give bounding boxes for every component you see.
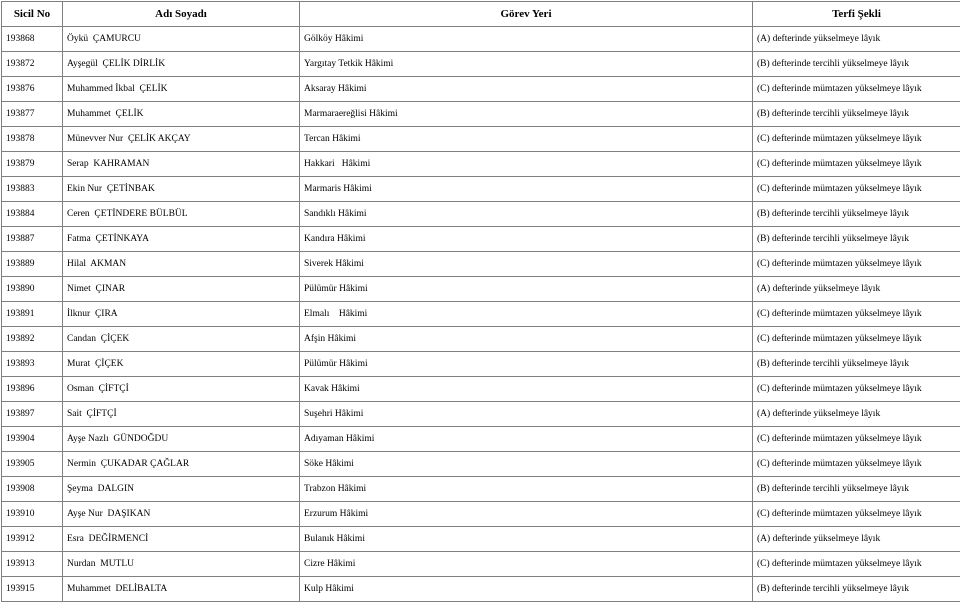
header-row bbox=[2, 2, 960, 27]
cell-gorev-yeri: Elmalı Hâkimi bbox=[300, 302, 753, 327]
cell-adi-soyadi: Candan ÇİÇEK bbox=[63, 327, 300, 352]
table-row bbox=[2, 302, 960, 327]
cell-gorev-yeri: Yargıtay Tetkik Hâkimi bbox=[300, 52, 753, 77]
cell-adi-soyadi: Nurdan MUTLU bbox=[63, 552, 300, 577]
promotion-table bbox=[1, 1, 960, 602]
table-row bbox=[2, 352, 960, 377]
cell-terfi-sekli: (C) defterinde mümtazen yükselmeye lâyık bbox=[753, 502, 960, 527]
cell-terfi-sekli: (A) defterinde yükselmeye lâyık bbox=[753, 402, 960, 427]
cell-sicil-no: 193910 bbox=[2, 502, 63, 527]
table-row bbox=[2, 452, 960, 477]
cell-gorev-yeri: Aksaray Hâkimi bbox=[300, 77, 753, 102]
cell-gorev-yeri: Afşin Hâkimi bbox=[300, 327, 753, 352]
cell-terfi-sekli: (A) defterinde yükselmeye lâyık bbox=[753, 527, 960, 552]
cell-adi-soyadi: Fatma ÇETİNKAYA bbox=[63, 227, 300, 252]
cell-terfi-sekli: (C) defterinde mümtazen yükselmeye lâyık bbox=[753, 452, 960, 477]
cell-terfi-sekli: (B) defterinde tercihli yükselmeye lâyık bbox=[753, 577, 960, 602]
cell-terfi-sekli: (B) defterinde tercihli yükselmeye lâyık bbox=[753, 202, 960, 227]
table-row bbox=[2, 102, 960, 127]
cell-adi-soyadi: Şeyma DALGIN bbox=[63, 477, 300, 502]
cell-terfi-sekli: (C) defterinde mümtazen yükselmeye lâyık bbox=[753, 377, 960, 402]
header-terfi-sekli: Terfi Şekli bbox=[753, 2, 960, 27]
table-row bbox=[2, 552, 960, 577]
cell-adi-soyadi: Ekin Nur ÇETİNBAK bbox=[63, 177, 300, 202]
cell-adi-soyadi: Osman ÇİFTÇİ bbox=[63, 377, 300, 402]
cell-adi-soyadi: Muhammed İkbal ÇELİK bbox=[63, 77, 300, 102]
cell-gorev-yeri: Siverek Hâkimi bbox=[300, 252, 753, 277]
cell-sicil-no: 193897 bbox=[2, 402, 63, 427]
cell-terfi-sekli: (C) defterinde mümtazen yükselmeye lâyık bbox=[753, 302, 960, 327]
table-row bbox=[2, 252, 960, 277]
cell-adi-soyadi: Hilal AKMAN bbox=[63, 252, 300, 277]
table-row bbox=[2, 177, 960, 202]
cell-sicil-no: 193908 bbox=[2, 477, 63, 502]
table-row bbox=[2, 27, 960, 52]
cell-adi-soyadi: Münevver Nur ÇELİK AKÇAY bbox=[63, 127, 300, 152]
cell-gorev-yeri: Tercan Hâkimi bbox=[300, 127, 753, 152]
cell-adi-soyadi: Ayşe Nur DAŞIKAN bbox=[63, 502, 300, 527]
cell-adi-soyadi: Serap KAHRAMAN bbox=[63, 152, 300, 177]
cell-sicil-no: 193868 bbox=[2, 27, 63, 52]
cell-sicil-no: 193892 bbox=[2, 327, 63, 352]
table-row bbox=[2, 277, 960, 302]
cell-adi-soyadi: İlknur ÇIRA bbox=[63, 302, 300, 327]
header-gorev-yeri: Görev Yeri bbox=[300, 2, 753, 27]
cell-sicil-no: 193915 bbox=[2, 577, 63, 602]
cell-gorev-yeri: Gölköy Hâkimi bbox=[300, 27, 753, 52]
cell-terfi-sekli: (B) defterinde tercihli yükselmeye lâyık bbox=[753, 352, 960, 377]
table-row bbox=[2, 402, 960, 427]
cell-terfi-sekli: (C) defterinde mümtazen yükselmeye lâyık bbox=[753, 127, 960, 152]
cell-adi-soyadi: Nermin ÇUKADAR ÇAĞLAR bbox=[63, 452, 300, 477]
cell-gorev-yeri: Sandıklı Hâkimi bbox=[300, 202, 753, 227]
cell-terfi-sekli: (C) defterinde mümtazen yükselmeye lâyık bbox=[753, 427, 960, 452]
cell-sicil-no: 193887 bbox=[2, 227, 63, 252]
cell-sicil-no: 193889 bbox=[2, 252, 63, 277]
cell-gorev-yeri: Trabzon Hâkimi bbox=[300, 477, 753, 502]
table-body bbox=[2, 27, 960, 602]
cell-gorev-yeri: Pülümür Hâkimi bbox=[300, 352, 753, 377]
header-sicil-no: Sicil No bbox=[2, 2, 63, 27]
cell-gorev-yeri: Bulanık Hâkimi bbox=[300, 527, 753, 552]
cell-terfi-sekli: (C) defterinde mümtazen yükselmeye lâyık bbox=[753, 327, 960, 352]
cell-adi-soyadi: Muhammet ÇELİK bbox=[63, 102, 300, 127]
cell-gorev-yeri: Marmaraereğlisi Hâkimi bbox=[300, 102, 753, 127]
header-adi-soyadi: Adı Soyadı bbox=[63, 2, 300, 27]
cell-terfi-sekli: (C) defterinde mümtazen yükselmeye lâyık bbox=[753, 177, 960, 202]
cell-gorev-yeri: Erzurum Hâkimi bbox=[300, 502, 753, 527]
cell-sicil-no: 193891 bbox=[2, 302, 63, 327]
table-row bbox=[2, 427, 960, 452]
cell-terfi-sekli: (C) defterinde mümtazen yükselmeye lâyık bbox=[753, 77, 960, 102]
table-row bbox=[2, 502, 960, 527]
table-row bbox=[2, 52, 960, 77]
cell-adi-soyadi: Esra DEĞİRMENCİ bbox=[63, 527, 300, 552]
cell-adi-soyadi: Murat ÇİÇEK bbox=[63, 352, 300, 377]
cell-gorev-yeri: Hakkari Hâkimi bbox=[300, 152, 753, 177]
cell-gorev-yeri: Kandıra Hâkimi bbox=[300, 227, 753, 252]
cell-sicil-no: 193884 bbox=[2, 202, 63, 227]
cell-adi-soyadi: Ayşegül ÇELİK DİRLİK bbox=[63, 52, 300, 77]
table-header bbox=[2, 2, 960, 27]
cell-sicil-no: 193893 bbox=[2, 352, 63, 377]
cell-sicil-no: 193896 bbox=[2, 377, 63, 402]
cell-sicil-no: 193876 bbox=[2, 77, 63, 102]
cell-adi-soyadi: Ceren ÇETİNDERE BÜLBÜL bbox=[63, 202, 300, 227]
cell-sicil-no: 193912 bbox=[2, 527, 63, 552]
cell-terfi-sekli: (B) defterinde tercihli yükselmeye lâyık bbox=[753, 227, 960, 252]
cell-terfi-sekli: (C) defterinde mümtazen yükselmeye lâyık bbox=[753, 552, 960, 577]
cell-adi-soyadi: Muhammet DELİBALTA bbox=[63, 577, 300, 602]
cell-gorev-yeri: Marmaris Hâkimi bbox=[300, 177, 753, 202]
cell-terfi-sekli: (B) defterinde tercihli yükselmeye lâyık bbox=[753, 102, 960, 127]
cell-sicil-no: 193904 bbox=[2, 427, 63, 452]
table-row bbox=[2, 477, 960, 502]
cell-adi-soyadi: Nimet ÇINAR bbox=[63, 277, 300, 302]
cell-sicil-no: 193872 bbox=[2, 52, 63, 77]
cell-gorev-yeri: Söke Hâkimi bbox=[300, 452, 753, 477]
cell-gorev-yeri: Kulp Hâkimi bbox=[300, 577, 753, 602]
cell-terfi-sekli: (B) defterinde tercihli yükselmeye lâyık bbox=[753, 52, 960, 77]
cell-terfi-sekli: (A) defterinde yükselmeye lâyık bbox=[753, 27, 960, 52]
cell-gorev-yeri: Cizre Hâkimi bbox=[300, 552, 753, 577]
cell-terfi-sekli: (C) defterinde mümtazen yükselmeye lâyık bbox=[753, 252, 960, 277]
table-row bbox=[2, 577, 960, 602]
table-row bbox=[2, 127, 960, 152]
table-row bbox=[2, 327, 960, 352]
cell-sicil-no: 193913 bbox=[2, 552, 63, 577]
cell-sicil-no: 193905 bbox=[2, 452, 63, 477]
table-row bbox=[2, 152, 960, 177]
cell-adi-soyadi: Öykü ÇAMURCU bbox=[63, 27, 300, 52]
cell-gorev-yeri: Adıyaman Hâkimi bbox=[300, 427, 753, 452]
cell-terfi-sekli: (A) defterinde yükselmeye lâyık bbox=[753, 277, 960, 302]
cell-gorev-yeri: Kavak Hâkimi bbox=[300, 377, 753, 402]
cell-sicil-no: 193879 bbox=[2, 152, 63, 177]
cell-sicil-no: 193883 bbox=[2, 177, 63, 202]
table-row bbox=[2, 202, 960, 227]
cell-gorev-yeri: Suşehri Hâkimi bbox=[300, 402, 753, 427]
table-row bbox=[2, 377, 960, 402]
cell-sicil-no: 193877 bbox=[2, 102, 63, 127]
cell-sicil-no: 193878 bbox=[2, 127, 63, 152]
cell-gorev-yeri: Pülümür Hâkimi bbox=[300, 277, 753, 302]
cell-adi-soyadi: Ayşe Nazlı GÜNDOĞDU bbox=[63, 427, 300, 452]
table-row bbox=[2, 527, 960, 552]
table-row bbox=[2, 227, 960, 252]
table-row bbox=[2, 77, 960, 102]
cell-terfi-sekli: (B) defterinde tercihli yükselmeye lâyık bbox=[753, 477, 960, 502]
cell-sicil-no: 193890 bbox=[2, 277, 63, 302]
cell-terfi-sekli: (C) defterinde mümtazen yükselmeye lâyık bbox=[753, 152, 960, 177]
cell-adi-soyadi: Sait ÇİFTÇİ bbox=[63, 402, 300, 427]
